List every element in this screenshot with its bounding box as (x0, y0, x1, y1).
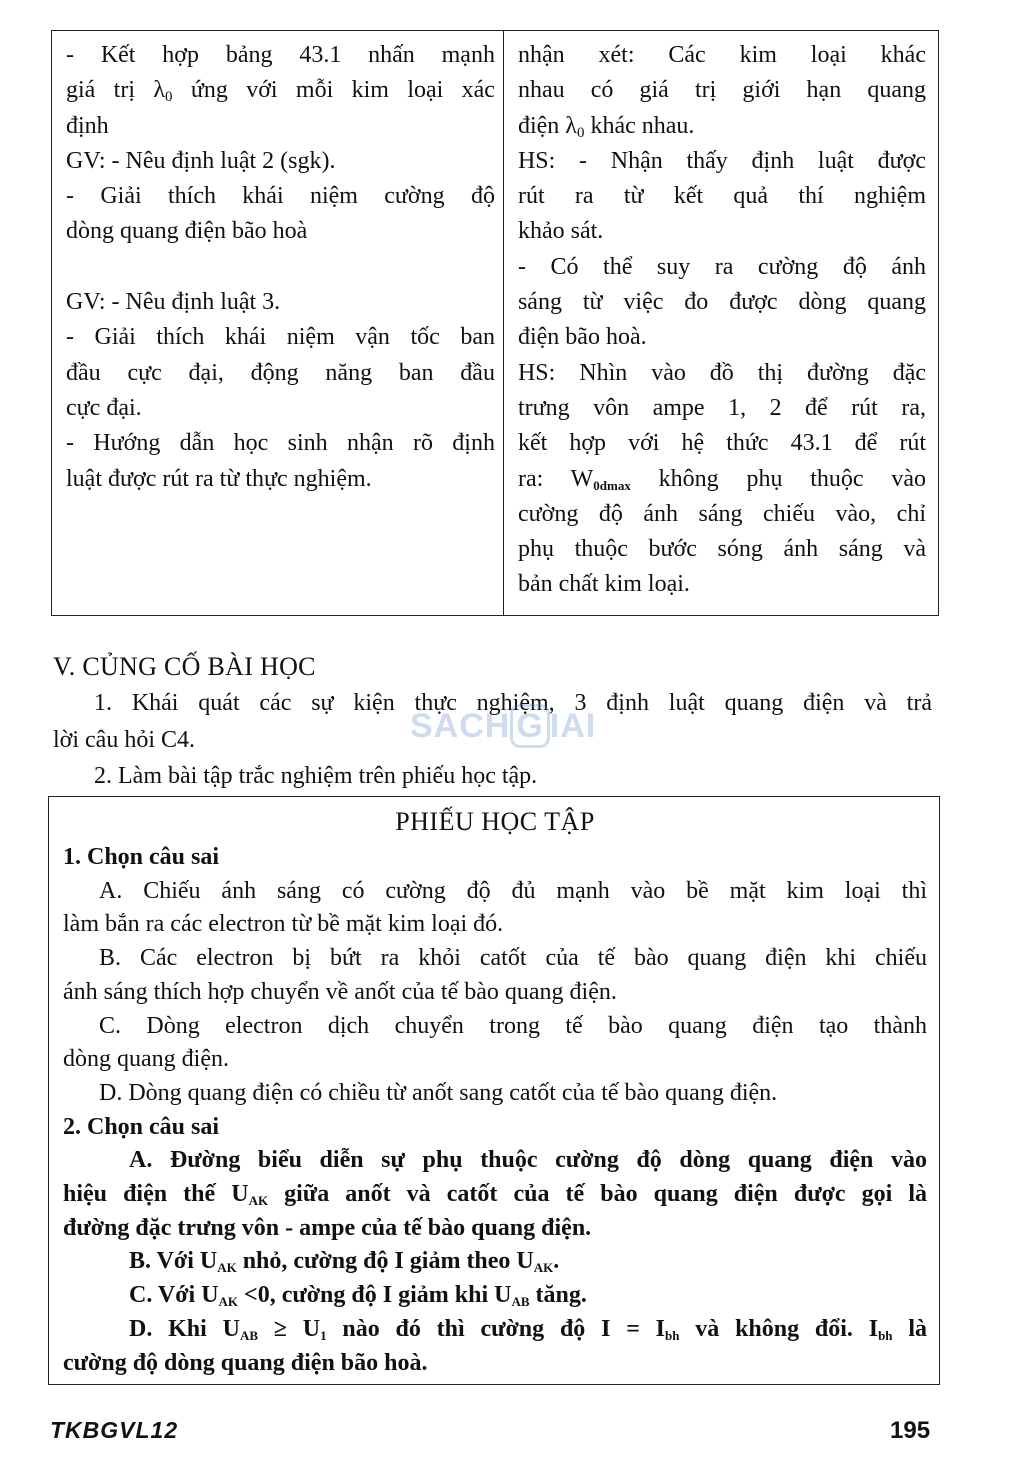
table-line: nhận xét: Các kim loại khác (517, 42, 926, 68)
student-column (504, 31, 938, 615)
table-line: đầu cực đại, động năng ban đầu (66, 359, 495, 386)
table-line: HS: Nhìn vào đồ thị đường đặc (517, 359, 926, 386)
answer-line: B. Với $U_{AK}$ nhỏ, cường độ I giảm theo $U_{AK}$. (129, 1248, 560, 1276)
worksheet-title: PHIẾU HỌC TẬP (395, 807, 595, 836)
table-line: phụ thuộc bước sóng ánh sáng và (517, 536, 926, 563)
table-line: - Giải thích khái niệm vận tốc ban (66, 324, 495, 351)
table-line: HS: - Nhận thấy định luật được (517, 147, 926, 174)
question-heading: 1. Chọn câu sai (63, 844, 220, 870)
answer-line: A. Chiếu ánh sáng có cường độ đủ mạnh vào bề mặt kim loại thì (99, 877, 927, 904)
blank-line (66, 250, 495, 285)
table-line: - Hướng dẫn học sinh nhận rõ định (66, 430, 495, 457)
table-line: - Giải thích khái niệm cường độ (66, 183, 495, 210)
table-line: GV: - Nêu định luật 2 (sgk). (66, 147, 336, 174)
table-line: điện $\lambda_0$ khác nhau. (517, 112, 695, 141)
answer-line: cường độ dòng quang điện bão hoà. (63, 1349, 428, 1376)
answer-line: D. Dòng quang điện có chiều từ anốt sang catốt của tế bào quang điện. (99, 1079, 778, 1106)
section-paragraph: 2. Làm bài tập trắc nghiệm trên phiếu học tập. (94, 763, 538, 789)
question-heading: 2. Chọn câu sai (63, 1113, 220, 1140)
answer-line: A. Đường biểu diễn sự phụ thuộc cường độ dòng quang điện vào (129, 1147, 927, 1174)
answer-line: ánh sáng thích hợp chuyển về anốt của tế bào quang điện. (63, 978, 617, 1005)
table-line: bản chất kim loại. (517, 571, 690, 598)
table-line: sáng từ việc đo được dòng quang (517, 289, 926, 316)
answer-line: hiệu điện thế $U_{AK}$ giữa anốt và catốt của tế bào quang điện được gọi là (63, 1181, 928, 1209)
table-line: luật được rút ra từ thực nghiệm. (66, 465, 372, 492)
answer-line: dòng quang điện. (63, 1046, 229, 1073)
table-line: ra: $W_{0dmax}$ không phụ thuộc vào (517, 465, 927, 493)
answer-line: đường đặc trưng vôn - ampe của tế bào quang điện. (63, 1214, 592, 1241)
watermark-logo: SACH G IAI (410, 707, 596, 746)
table-line: định (66, 112, 109, 139)
table-line: kết hợp với hệ thức 43.1 để rút (517, 430, 926, 457)
table-line: rút ra từ kết quả thí nghiệm (517, 183, 926, 210)
table-line: nhau có giá trị giới hạn quang (517, 77, 926, 104)
section-title: V. CỦNG CỐ BÀI HỌC (53, 652, 316, 681)
activity-table (51, 30, 939, 616)
table-line: trưng vôn ampe 1, 2 để rút ra, (517, 394, 926, 421)
worksheet-box (48, 796, 940, 1385)
table-line: cực đại. (66, 394, 142, 421)
table-line: điện bão hoà. (517, 324, 647, 351)
table-line: khảo sát. (517, 218, 604, 245)
table-line: - Kết hợp bảng 43.1 nhấn mạnh (66, 42, 495, 68)
table-line: dòng quang điện bão hoà (66, 218, 308, 245)
answer-line: B. Các electron bị bứt ra khỏi catốt của tế bào quang điện khi chiếu (99, 945, 927, 972)
teacher-column (52, 31, 504, 615)
table-line: giá trị $\lambda_0$ ứng với mỗi kim loại xác (66, 77, 495, 106)
table-line: - Có thể suy ra cường độ ánh (517, 253, 926, 280)
table-line: GV: - Nêu định luật 3. (66, 289, 281, 316)
section-paragraph: 1. Khái quát các sự kiện thực nghiệm, 3 định luật quang điện và trả (94, 690, 932, 716)
section-paragraph: lời câu hỏi C4. (53, 727, 196, 753)
answer-line: C. Dòng electron dịch chuyển trong tế bào quang điện tạo thành (99, 1012, 927, 1039)
book-code: TKBGVL12 (50, 1417, 179, 1443)
answer-line: C. Với $U_{AK} <0$, cường độ I giảm khi $U_{AB}$ tăng. (129, 1282, 587, 1310)
table-line: cường độ ánh sáng chiếu vào, chỉ (517, 500, 926, 527)
answer-line: D. Khi $U_{AB} \ge U_1$ nào đó thì cường độ $I = I_{bh}$ và không đổi. $I_{bh}$ là (129, 1315, 928, 1343)
page-number: 195 (890, 1417, 931, 1444)
answer-line: làm bắn ra các electron từ bề mặt kim loại đó. (63, 911, 504, 938)
